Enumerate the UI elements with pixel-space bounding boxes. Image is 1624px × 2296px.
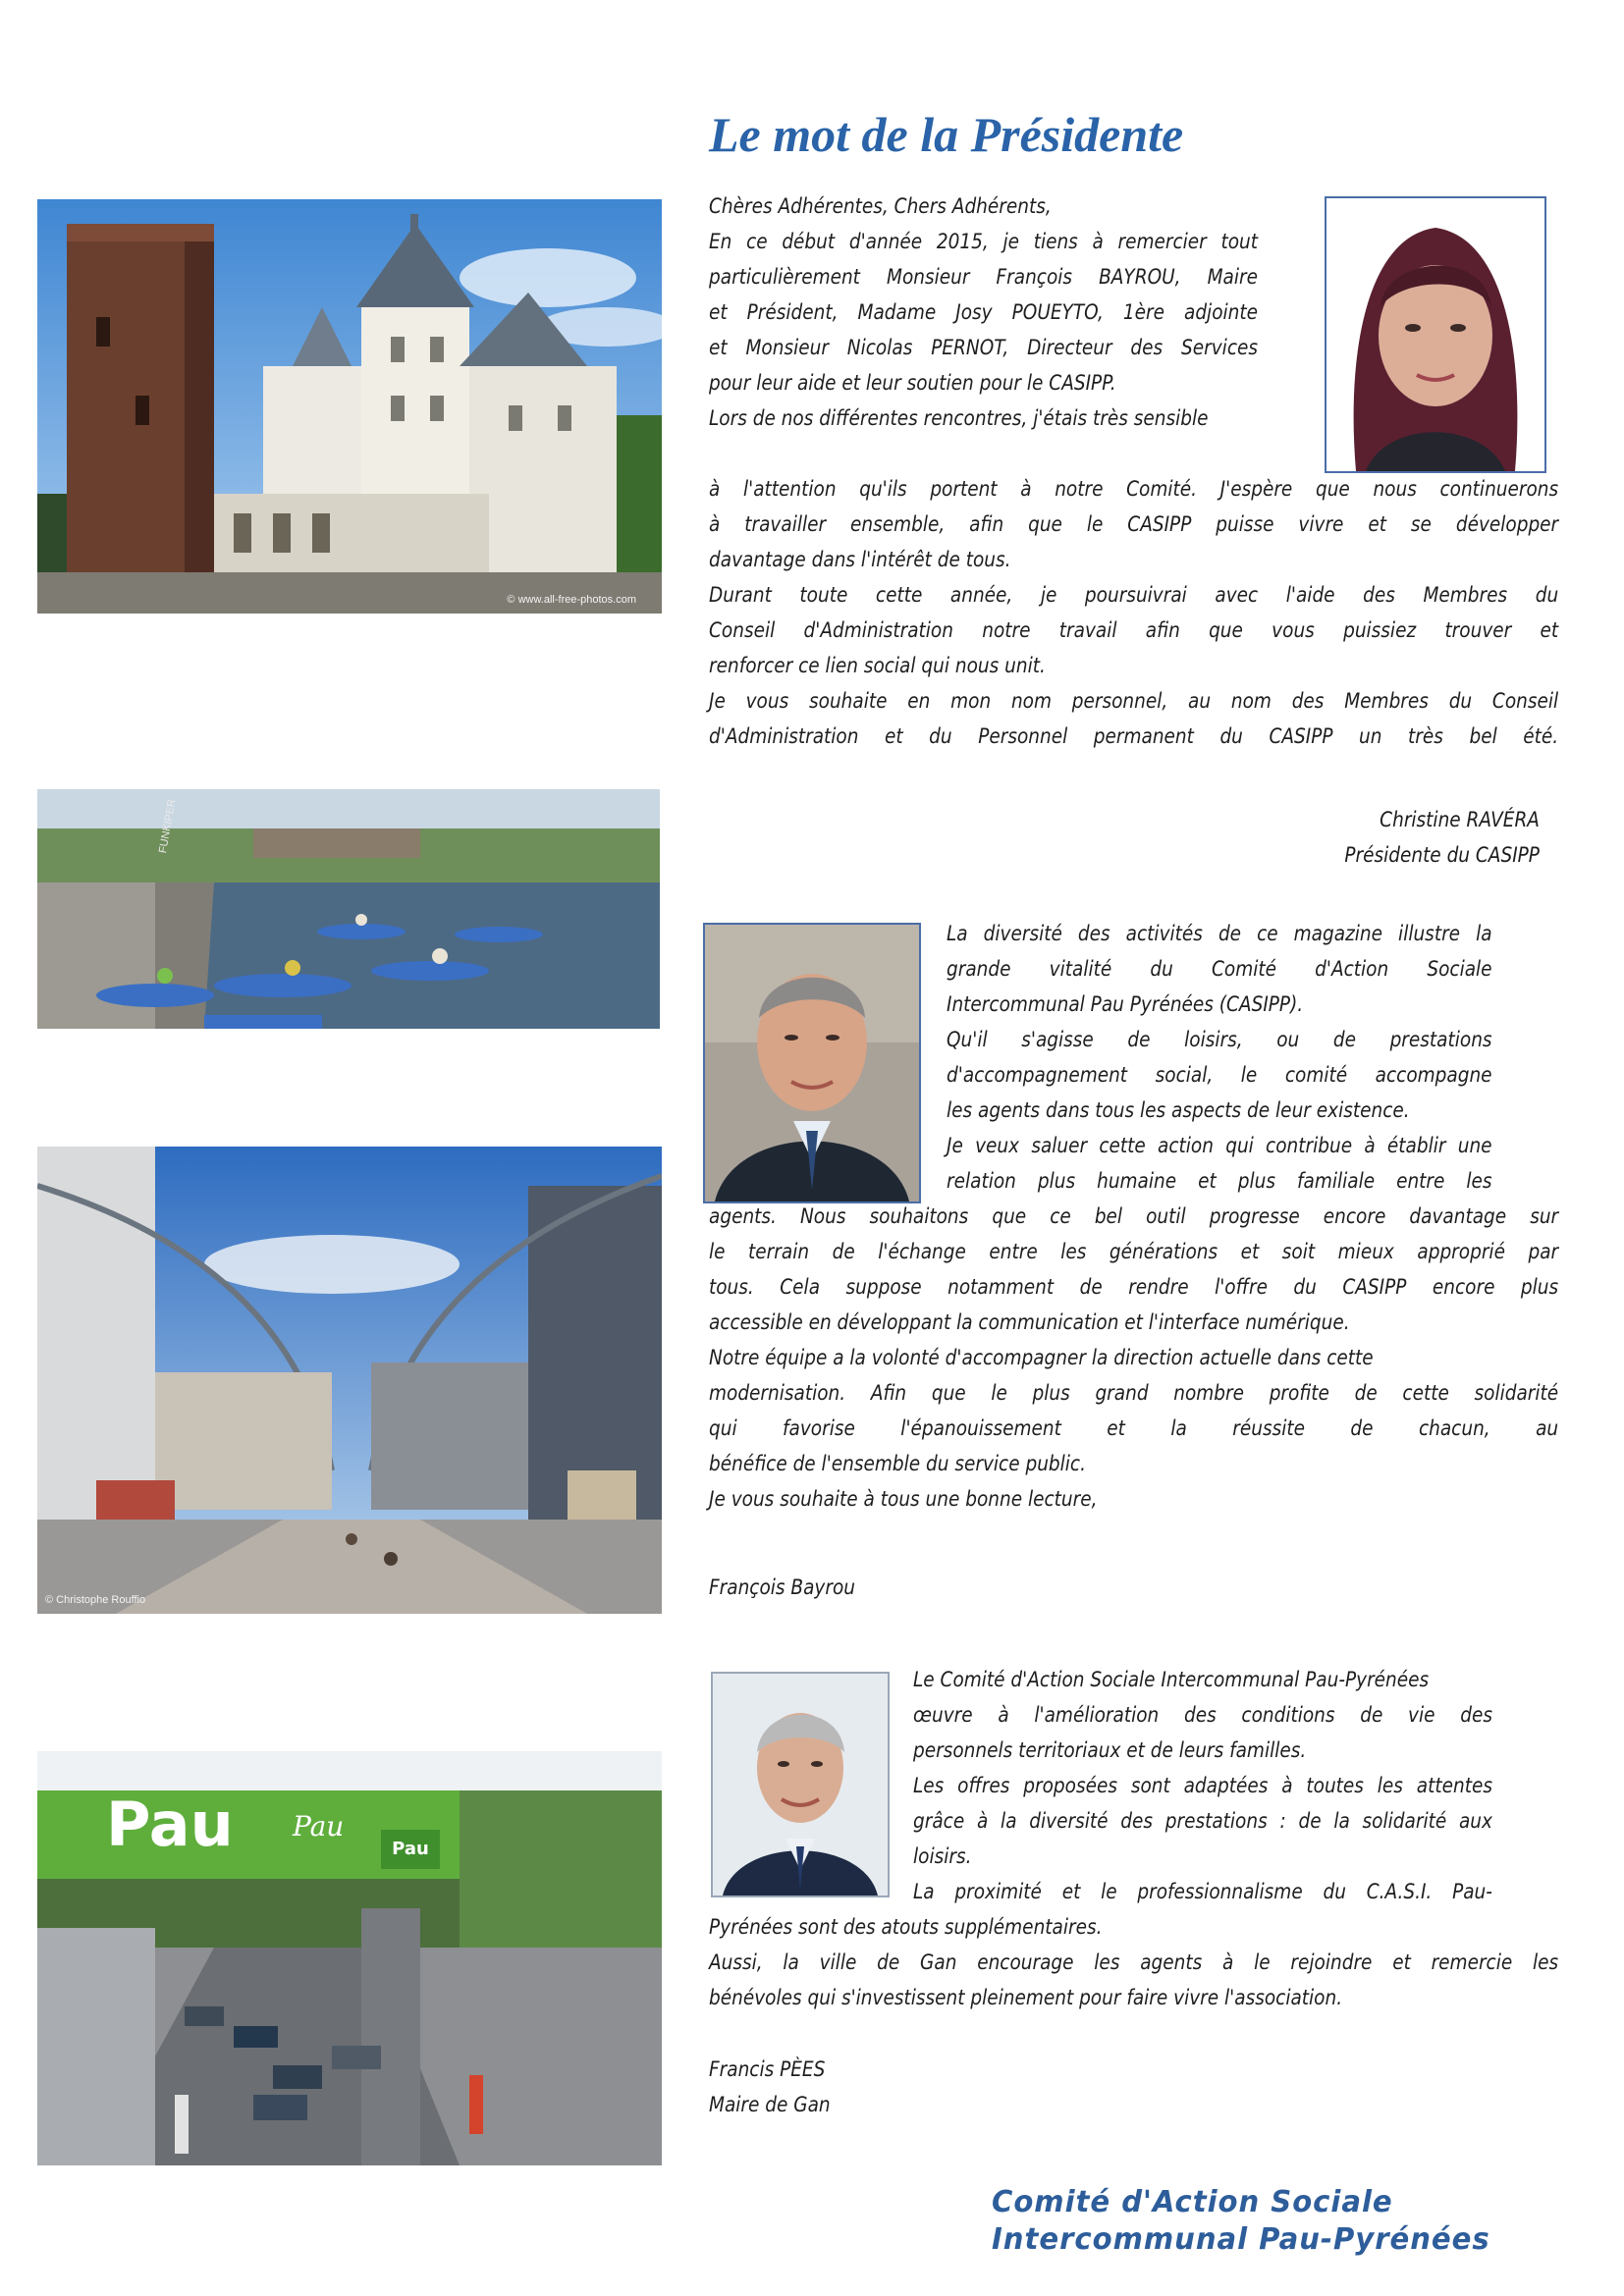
- president-line: à l'attention qu'ils portent à notre Comité. J'espère que nous continuerons: [709, 477, 1559, 502]
- race-banner-main: Pau: [106, 1789, 234, 1860]
- bayrou-line: Qu'il s'agisse de loisirs, ou de prestations: [947, 1028, 1492, 1052]
- pees-line: personnels territoriaux et de leurs familles.: [913, 1738, 1307, 1763]
- bayrou-signature: [709, 1571, 855, 1606]
- street-photo: [37, 1147, 662, 1614]
- pees-line: Pyrénées sont des atouts supplémentaires.: [709, 1915, 1103, 1940]
- bayrou-line: relation plus humaine et plus familiale entre les: [947, 1169, 1492, 1194]
- president-signature-role: Présidente du CASIPP: [1344, 843, 1540, 868]
- president-line: pour leur aide et leur soutien pour le CASIPP.: [709, 371, 1116, 396]
- bayrou-line: Je veux saluer cette action qui contribue à établir une: [947, 1134, 1492, 1158]
- page-title: Le mot de la Présidente: [709, 107, 1184, 162]
- pees-signature-name: Francis PÈES: [709, 2057, 826, 2082]
- pees-letter-bottom: [709, 1910, 1558, 2016]
- bayrou-line: Notre équipe a la volonté d'accompagner la direction actuelle dans cette: [709, 1346, 1374, 1370]
- bayrou-signature-name: François Bayrou: [709, 1575, 856, 1600]
- president-line: davantage dans l'intérêt de tous.: [709, 548, 1011, 572]
- bayrou-line: agents. Nous souhaitons que ce bel outil progresse encore davantage sur: [709, 1204, 1559, 1229]
- pees-line: Les offres proposées sont adaptées à toutes les attentes: [913, 1774, 1492, 1798]
- bayrou-line: La diversité des activités de ce magazine illustre la: [947, 922, 1492, 946]
- president-line: Je vous souhaite en mon nom personnel, au nom des Membres du Conseil: [709, 689, 1559, 714]
- pees-signature: [709, 2053, 831, 2123]
- castle-photo-credit: © www.all-free-photos.com: [507, 594, 636, 606]
- pees-signature-role: Maire de Gan: [709, 2093, 831, 2117]
- president-letter-top: [709, 189, 1258, 437]
- pees-line: bénévoles qui s'investissent pleinement pour faire vivre l'association.: [709, 1986, 1343, 2010]
- president-line: renforcer ce lien social qui nous unit.: [709, 654, 1046, 678]
- bayrou-line: Je vous souhaite à tous une bonne lecture,: [709, 1487, 1098, 1512]
- bayrou-line: modernisation. Afin que le plus grand nombre profite de cette solidarité: [709, 1381, 1559, 1406]
- bayrou-line: le terrain de l'échange entre les générations et soit mieux approprié par: [709, 1240, 1559, 1264]
- president-line: à travailler ensemble, afin que le CASIPP puisse vivre et se développer: [709, 512, 1559, 537]
- president-line: En ce début d'année 2015, je tiens à remercier tout: [709, 230, 1258, 254]
- president-line: Conseil d'Administration notre travail afin que vous puissiez trouver et: [709, 618, 1559, 643]
- bayrou-line: tous. Cela suppose notamment de rendre l'offre du CASIPP encore plus: [709, 1275, 1559, 1300]
- kayak-photo: [37, 789, 660, 1029]
- race-photo: [37, 1751, 662, 2165]
- president-signature-name: Christine RAVÉRA: [1380, 808, 1540, 832]
- president-line: d'Administration et du Personnel permanent du CASIPP un très bel été.: [709, 724, 1559, 749]
- pees-line: œuvre à l'amélioration des conditions de vie des: [913, 1703, 1492, 1728]
- bayrou-letter-bottom: [709, 1200, 1558, 1518]
- pees-line: Aussi, la ville de Gan encourage les agents à le rejoindre et remercie les: [709, 1950, 1559, 1975]
- pees-portrait: [711, 1672, 890, 1897]
- president-portrait: [1325, 196, 1546, 473]
- bayrou-line: les agents dans tous les aspects de leur existence.: [947, 1098, 1410, 1123]
- president-greeting: Chères Adhérentes, Chers Adhérents,: [709, 194, 1052, 219]
- footer-organization: [992, 2184, 1490, 2259]
- president-line: Durant toute cette année, je poursuivrai avec l'aide des Membres du: [709, 583, 1559, 608]
- bayrou-letter-top: [947, 917, 1492, 1200]
- president-line: Lors de nos différentes rencontres, j'étais très sensible: [709, 406, 1209, 431]
- bayrou-line: qui favorise l'épanouissement et la réussite de chacun, au: [709, 1416, 1559, 1441]
- race-banner-small: Pau: [293, 1810, 345, 1842]
- president-line: et Président, Madame Josy POUEYTO, 1ère adjointe: [709, 300, 1258, 325]
- pees-line: La proximité et le professionnalisme du C.A.S.I. Pau-: [913, 1880, 1492, 1904]
- pees-line: Le Comité d'Action Sociale Intercommunal Pau-Pyrénées: [913, 1668, 1430, 1692]
- president-line: particulièrement Monsieur François BAYROU, Maire: [709, 265, 1258, 290]
- kayak-banner-text: FUNKIPER: [157, 798, 179, 855]
- pees-letter-top: [913, 1663, 1492, 1910]
- castle-photo: [37, 199, 662, 614]
- footer-line-2: Intercommunal Pau-Pyrénées: [992, 2222, 1490, 2257]
- race-panel: Pau: [381, 1830, 440, 1869]
- president-line: et Monsieur Nicolas PERNOT, Directeur des Services: [709, 336, 1258, 360]
- bayrou-line: bénéfice de l'ensemble du service public.: [709, 1452, 1086, 1476]
- bayrou-line: accessible en développant la communication et l'interface numérique.: [709, 1310, 1350, 1335]
- bayrou-line: grande vitalité du Comité d'Action Sociale: [947, 957, 1492, 982]
- president-letter-bottom: [709, 472, 1558, 755]
- footer-line-1: Comité d'Action Sociale: [992, 2185, 1393, 2219]
- bayrou-line: Intercommunal Pau Pyrénées (CASIPP).: [947, 992, 1304, 1017]
- pees-line: loisirs.: [913, 1844, 972, 1869]
- president-signature: [1344, 803, 1540, 874]
- street-photo-credit: © Christophe Rouffio: [45, 1594, 146, 1606]
- pees-line: grâce à la diversité des prestations : de la solidarité aux: [913, 1809, 1492, 1834]
- bayrou-line: d'accompagnement social, le comité accompagne: [947, 1063, 1492, 1088]
- bayrou-portrait: [703, 923, 921, 1203]
